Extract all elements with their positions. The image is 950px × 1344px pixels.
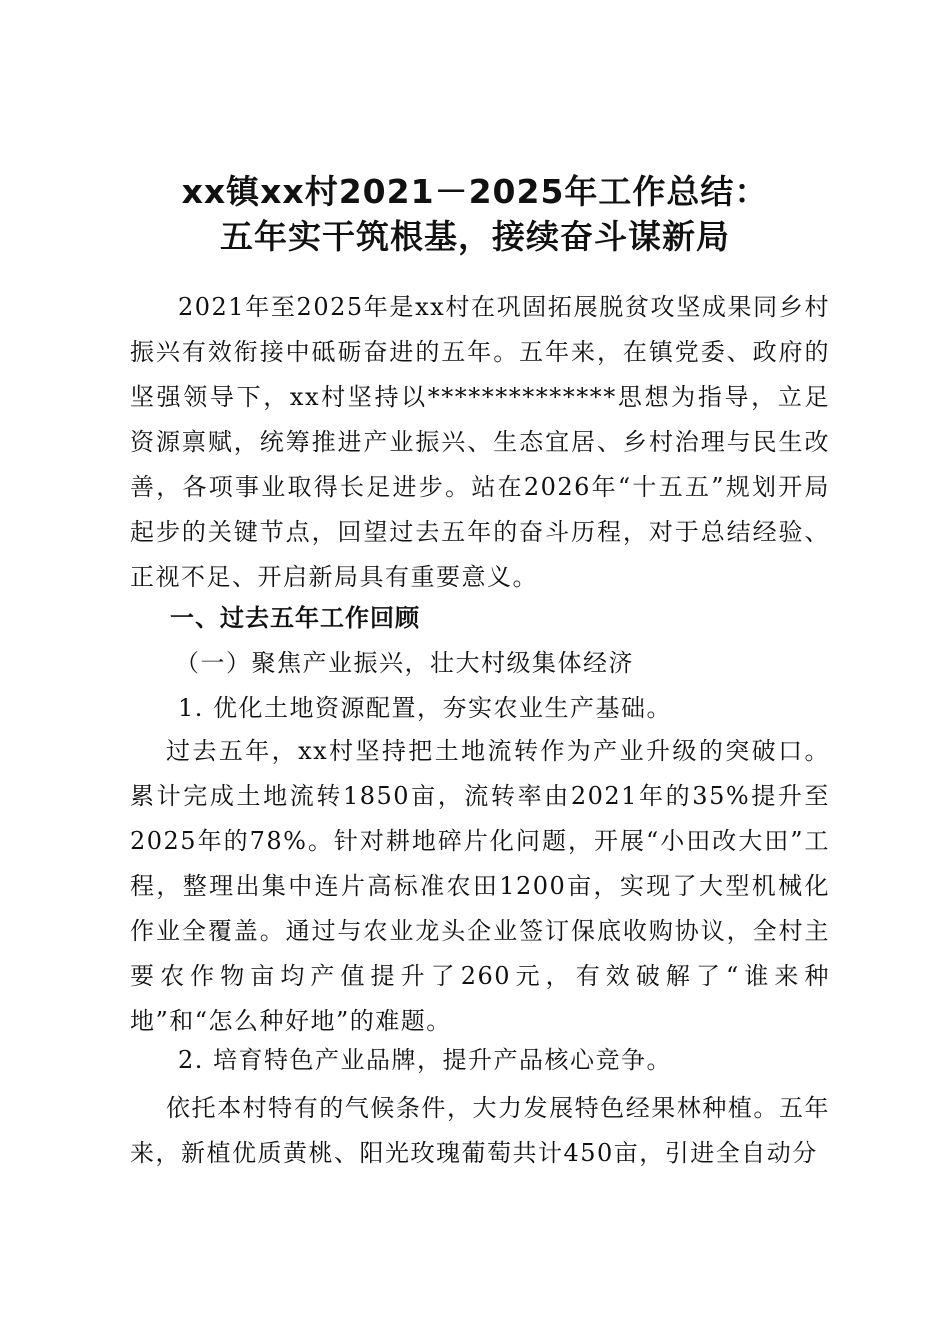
intro-paragraph: 2021年至2025年是xx村在巩固拓展脱贫攻坚成果同乡村振兴有效衔接中砥砺奋进的五年。五年来，在镇党委、政府的坚强领导下，xx村坚持以**************思想为指导，立足资源禀赋，统筹推进产业振兴、生态宜居、乡村治理与民生改善，各项事业取得长足进步。站在2026年“十五五”规划开局起步的关键节点，回望过去五年的奋斗历程，对于总结经验、正视不足、开启新局具有重要意义。 bbox=[130, 293, 830, 591]
item-heading-1: 1. 优化土地资源配置，夯实农业生产基础。 bbox=[178, 694, 673, 722]
document-title-line2: 五年实干筑根基，接续奋斗谋新局 bbox=[220, 217, 730, 256]
document-title-line1: xx镇xx村2021－2025年工作总结： bbox=[181, 172, 769, 211]
item-heading-2: 2. 培育特色产业品牌，提升产品核心竞争。 bbox=[178, 1046, 673, 1074]
item-paragraph-2: 依托本村特有的气候条件，大力发展特色经果林种植。五年来，新植优质黄桃、阳光玫瑰葡萄共计450亩，引进全自动分 bbox=[130, 1094, 830, 1167]
subsection-heading: （一）聚焦产业振兴，壮大村级集体经济 bbox=[175, 649, 634, 677]
item-paragraph-1: 过去五年，xx村坚持把土地流转作为产业升级的突破口。累计完成土地流转1850亩，流转率由2021年的35%提升至2025年的78%。针对耕地碎片化问题，开展“小田改大田”工程，整理出集中连片高标准农田1200亩，实现了大型机械化作业全覆盖。通过与农业龙头企业签订保底收购协议，全村主要农作物亩均产值提升了260元，有效破解了“谁来种地”和“怎么种好地”的难题。 bbox=[130, 737, 830, 1035]
section-heading: 一、过去五年工作回顾 bbox=[170, 604, 420, 632]
